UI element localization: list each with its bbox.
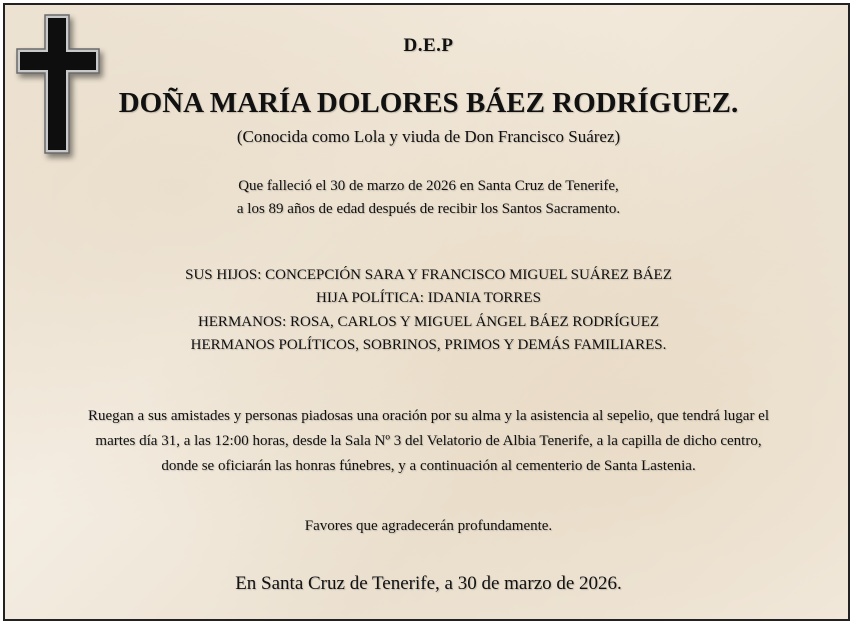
family-line: HIJA POLÍTICA: IDANIA TORRES — [316, 290, 541, 306]
family-line: HERMANOS: ROSA, CARLOS Y MIGUEL ÁNGEL BÁEZ RODRÍGUEZ — [197, 314, 660, 330]
deceased-alias: (Conocida como Lola y viuda de Don Francisco Suárez) — [236, 127, 621, 146]
death-details-line: a los 89 años de edad después de recibir los Santos Sacramento. — [236, 201, 621, 217]
family-line: HERMANOS POLÍTICOS, SOBRINOS, PRIMOS Y DEMÁS FAMILIARES. — [190, 337, 667, 353]
funeral-request-line: Ruegan a sus amistades y personas piadosas una oración por su alma y la asistencia al sepelio, que tendrá lugar el — [87, 408, 770, 424]
closing-line: En Santa Cruz de Tenerife, a 30 de marzo de 2026. — [235, 573, 622, 594]
death-details-line: Que falleció el 30 de marzo de 2026 en Santa Cruz de Tenerife, — [238, 178, 619, 194]
dep-heading: D.E.P — [403, 35, 454, 56]
obituary-card — [3, 3, 850, 621]
funeral-request-line: donde se oficiarán las honras fúnebres, y a continuación al cementerio de Santa Lastenia. — [161, 458, 696, 474]
family-line: SUS HIJOS: CONCEPCIÓN SARA Y FRANCISCO MIGUEL SUÁREZ BÁEZ — [185, 267, 672, 283]
thanks-line: Favores que agradecerán profundamente. — [304, 518, 553, 534]
funeral-request-line: martes día 31, a las 12:00 horas, desde la Sala Nº 3 del Velatorio de Albia Tenerife, a la capilla de dicho centro, — [95, 433, 762, 449]
deceased-name: DOÑA MARÍA DOLORES BÁEZ RODRÍGUEZ. — [118, 87, 739, 119]
